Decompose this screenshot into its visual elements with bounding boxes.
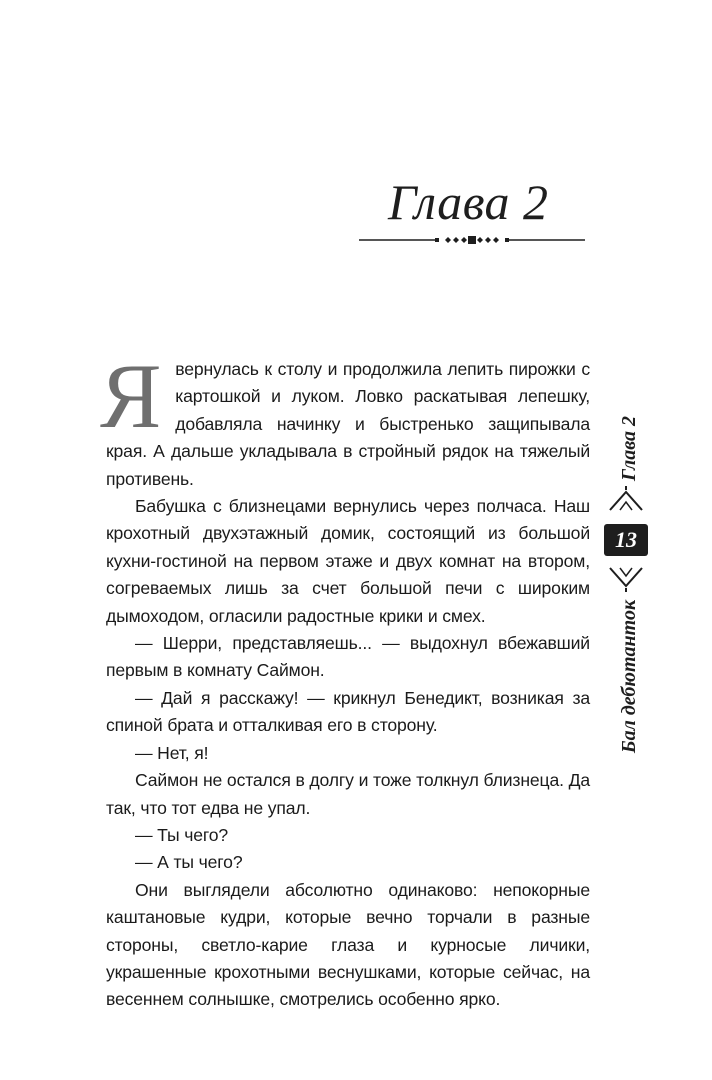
paragraph: Бабушка с близнецами вернулись через полчаса. Наш крохотный двухэтажный домик, состоящий из большой кухни-гостиной на первом этаже и двух комнат на втором, согреваемых лишь за счет большой печи с широким дымоходом, огласили радостные крики и смех. [106, 496, 590, 626]
side-ornament-top-icon [606, 484, 646, 514]
dialogue-line: — Дай я расскажу! — крикнул Бенедикт, возникая за спиной брата и отталкивая его в сторону. [106, 687, 590, 736]
page-number-badge: 13 [604, 524, 648, 556]
running-chapter-label: Глава 2 [618, 415, 641, 481]
chapter-title: Глава 2 [388, 174, 549, 230]
body-text [100, 345, 590, 1014]
dialogue-line: — А ты чего? [135, 852, 243, 873]
chapter-divider-ornament [357, 230, 587, 250]
paragraph: Саймон не остался в долгу и тоже толкнул близнеца. Да так, что тот едва не упал. [106, 770, 590, 818]
running-book-title: Бал дебютанток [618, 599, 641, 753]
side-ornament-bottom-icon [606, 564, 646, 594]
dialogue-line: — Нет, я! [135, 742, 209, 763]
dialogue-line: — Шерри, представляешь... — выдохнул вбежавший первым в комнату Саймон. [106, 633, 590, 681]
paragraph: Они выглядели абсолютно одинаково: непокорные каштановые кудри, которые вечно торчали в разные стороны, светло-карие глаза и курносые личики, украшенные крохотными веснушками, которые сейчас, на весеннем солнышке, смотрелись особенно ярко. [106, 879, 590, 1010]
paragraph-1: Явернулась к столу и продолжила лепить пирожки с картошкой и луком. Ловко раскатывая лепешку, добавляла начинку и быстренько защипывала края. А дальше укладывала в стройный рядок на тяжелый противень. [100, 345, 590, 489]
dropcap: Я [100, 345, 162, 447]
dialogue-line: — Ты чего? [135, 824, 229, 845]
